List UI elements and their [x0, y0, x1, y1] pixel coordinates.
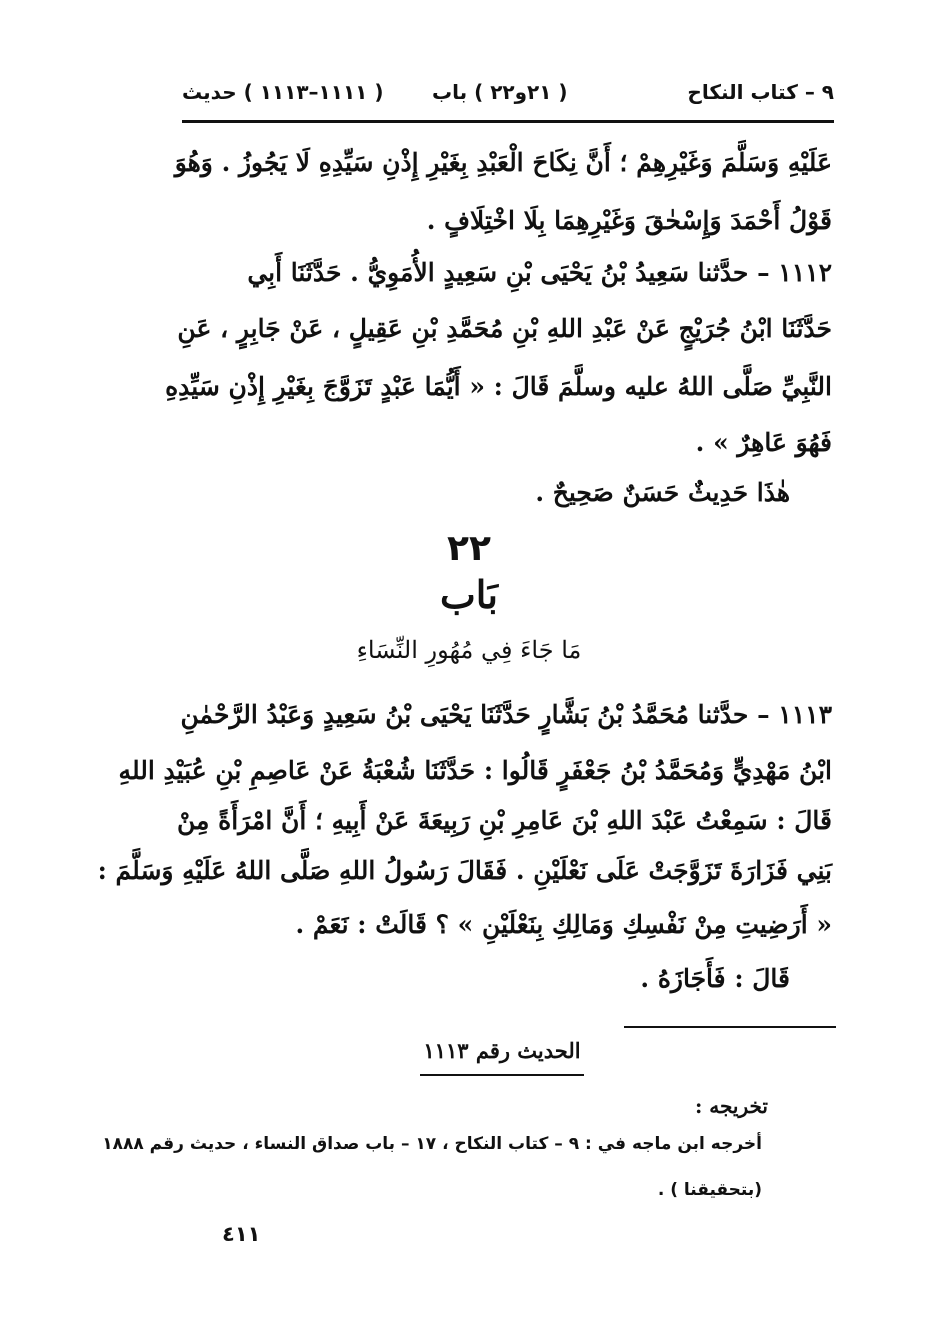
hadith-1112-start: ١١١٢ – حدَّثنا سَعِيدُ بْنُ يَحْيَى بْنِ سَعِيدٍ الأُمَوِيُّ . حَدَّثَنَا أَبِي: [247, 258, 832, 287]
text-line: قَالَ : سَمِعْتُ عَبْدَ اللهِ بْنَ عَامِرِ بْنِ رَبِيعَةَ عَنْ أَبِيهِ ؛ أَنَّ امْرَأَةً مِنْ: [176, 806, 832, 835]
footnote-title-underline: [420, 1074, 584, 1076]
chapter-title: مَا جَاءَ فِي مُهُورِ النِّسَاءِ: [356, 636, 582, 664]
text-line: النَّبِيِّ صَلَّى اللهُ عليه وسلَّمَ قَالَ : « أَيُّمَا عَبْدٍ تَزَوَّجَ بِغَيْرِ إِذْنِ سَيِّدِهِ: [165, 372, 832, 401]
running-header: [182, 72, 834, 114]
header-chapter-range: ( ٢١و٢٢ ) باب: [432, 80, 568, 104]
chapter-heading: بَاب: [440, 572, 498, 617]
text-line: بَنِي فَزَارَةَ تَزَوَّجَتْ عَلَى نَعْلَيْنِ . فَقَالَ رَسُولُ اللهِ صَلَّى اللهُ عَلَيْهِ وَسَلَّمَ :: [97, 856, 832, 885]
text-line: قَالَ : فَأَجَازَهُ .: [640, 964, 790, 993]
text-line: عَلَيْهِ وَسَلَّمَ وَغَيْرِهِمْ ؛ أَنَّ نِكَاحَ الْعَبْدِ بِغَيْرِ إِذْنِ سَيِّدِهِ لَا يَجُوزُ . وَهُوَ: [174, 148, 832, 177]
footnote-text: (بتحقيقنا ) .: [657, 1180, 762, 1200]
header-hadith-range: ( ١١١١–١١١٣ ) حديث: [182, 80, 384, 104]
chapter-number: ٢٢: [447, 528, 491, 569]
text-line: « أَرَضِيتِ مِنْ نَفْسِكِ وَمَالِكِ بِنَعْلَيْنِ » ؟ قَالَتْ : نَعَمْ .: [295, 910, 832, 939]
text-line: قَوْلُ أَحْمَدَ وَإِسْحٰقَ وَغَيْرِهِمَا بِلَا اخْتِلَافٍ .: [426, 206, 832, 235]
hadith-1113-start: ١١١٣ – حدَّثنا مُحَمَّدُ بْنُ بَشَّارٍ حَدَّثَنَا يَحْيَى بْنُ سَعِيدٍ وَعَبْدُ الرَّحْمٰنِ: [180, 700, 832, 729]
header-rule: [182, 120, 834, 123]
footnote-text: أخرجه ابن ماجه في : ٩ – كتاب النكاح ، ١٧ – باب صداق النساء ، حديث رقم ١٨٨٨: [102, 1134, 762, 1154]
header-book-title: ٩ – كتاب النكاح: [687, 80, 834, 104]
footnote-label: تخريجه :: [694, 1094, 768, 1118]
grading-line: هٰذَا حَدِيثٌ حَسَنٌ صَحِيحٌ .: [535, 478, 790, 507]
footnote-title: الحديث رقم ١١١٣: [423, 1038, 581, 1063]
text-line: ابْنُ مَهْدِيٍّ وَمُحَمَّدُ بْنُ جَعْفَرٍ قَالُوا : حَدَّثَنَا شُعْبَةُ عَنْ عَاصِمِ بْنِ عُبَيْدِ اللهِ: [118, 756, 832, 785]
text-line: فَهُوَ عَاهِرٌ » .: [695, 428, 832, 457]
text-line: حَدَّثَنَا ابْنُ جُرَيْجٍ عَنْ عَبْدِ اللهِ بْنِ مُحَمَّدِ بْنِ عَقِيلٍ ، عَنْ جَابِرٍ ، عَنِ: [177, 314, 832, 343]
page-number: ٤١١: [222, 1222, 261, 1246]
footnote-separator: [624, 1026, 836, 1028]
